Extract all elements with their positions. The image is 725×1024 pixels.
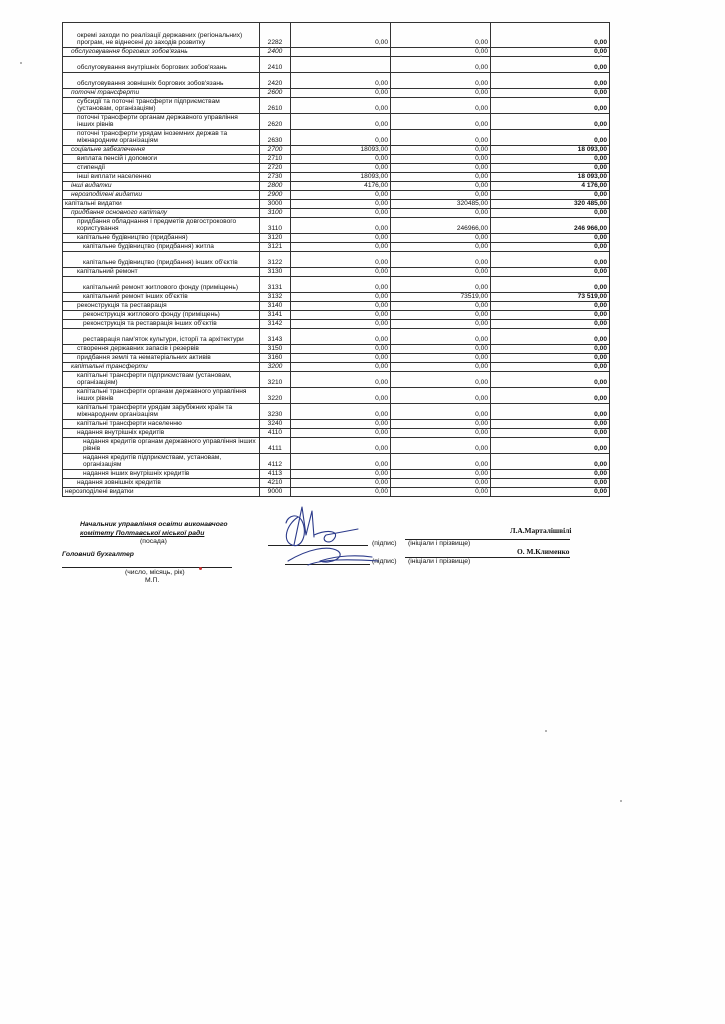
row-value-3: 0,00 [491,454,610,470]
row-name: капітальний ремонт [63,268,260,277]
row-value-2: 0,00 [391,209,491,218]
row-name: капітальне будівництво (придбання) інших об'єктів [63,252,260,268]
row-code: 2410 [260,57,291,73]
row-value-3: 18 093,00 [491,146,610,155]
row-name: створення державних запасів і резервів [63,345,260,354]
row-name: капітальні трансферти урядам зарубіжних країн та міжнародним організаціям [63,404,260,420]
head-signature-stroke [314,529,358,542]
table-row [63,345,610,354]
row-name: капітальний ремонт житлового фонду (приміщень) [63,277,260,293]
table-row [63,209,610,218]
row-code: 3140 [260,302,291,311]
table-row [63,302,610,311]
row-code: 2710 [260,155,291,164]
row-name: субсидії та поточні трансферти підприємствам (установам, організаціям) [63,98,260,114]
row-name: надання зовнішніх кредитів [63,479,260,488]
row-name: надання кредитів органам державного управління інших рівнів [63,438,260,454]
head-title-line1: Начальник управління освіти виконавчого [80,521,228,528]
row-value-1: 18093,00 [291,173,391,182]
row-value-3: 0,00 [491,234,610,243]
row-value-1: 0,00 [291,345,391,354]
row-value-1: 0,00 [291,277,391,293]
row-value-3: 0,00 [491,89,610,98]
row-value-3: 0,00 [491,488,610,497]
row-name: окремі заходи по реалізації державних (регіональних) програм, не віднесені до заходів розвитку [63,23,260,48]
row-code: 3120 [260,234,291,243]
row-value-3: 0,00 [491,209,610,218]
row-name: поточні трансферти органам державного управління інших рівнів [63,114,260,130]
row-code: 2610 [260,98,291,114]
accountant-name-line [405,557,570,558]
row-value-3: 0,00 [491,130,610,146]
row-code: 2282 [260,23,291,48]
row-value-3: 0,00 [491,155,610,164]
table-row [63,234,610,243]
row-code: 4113 [260,470,291,479]
row-value-3: 0,00 [491,48,610,57]
row-value-3: 0,00 [491,268,610,277]
row-code: 3110 [260,218,291,234]
row-name: реставрація пам'яток культури, історії та архітектури [63,329,260,345]
head-signature-caption: (підпис) [372,540,397,547]
row-value-2: 0,00 [391,57,491,73]
row-value-1: 4176,00 [291,182,391,191]
row-name: інші видатки [63,182,260,191]
row-value-1: 0,00 [291,354,391,363]
row-value-3: 0,00 [491,372,610,388]
row-code: 3220 [260,388,291,404]
table-row [63,438,610,454]
row-code: 2800 [260,182,291,191]
scan-speck [20,62,22,64]
row-value-1: 0,00 [291,218,391,234]
row-code: 9000 [260,488,291,497]
table-row [63,268,610,277]
table-row [63,320,610,329]
table-row [63,48,610,57]
row-value-1: 0,00 [291,191,391,200]
row-value-2: 0,00 [391,234,491,243]
row-code: 2400 [260,48,291,57]
row-value-2: 0,00 [391,73,491,89]
row-name: обслуговування боргових зобов'язань [63,48,260,57]
row-value-2: 0,00 [391,98,491,114]
row-value-1: 0,00 [291,363,391,372]
row-code: 3122 [260,252,291,268]
row-value-3: 0,00 [491,243,610,252]
row-value-3: 0,00 [491,438,610,454]
row-value-2: 0,00 [391,243,491,252]
table-row [63,23,610,48]
row-value-2: 0,00 [391,130,491,146]
row-value-3: 0,00 [491,98,610,114]
table-row [63,98,610,114]
row-code: 2730 [260,173,291,182]
row-value-1: 0,00 [291,488,391,497]
row-code: 2900 [260,191,291,200]
row-name: нерозподілені видатки [63,191,260,200]
row-value-1: 0,00 [291,293,391,302]
row-value-3: 0,00 [491,479,610,488]
table-row [63,488,610,497]
expenditure-table [62,22,610,497]
row-code: 3150 [260,345,291,354]
table-row [63,454,610,470]
table-row [63,114,610,130]
row-name: придбання обладнання і предметів довгострокового користування [63,218,260,234]
row-name: стипендії [63,164,260,173]
date-line [62,567,232,568]
row-value-2: 0,00 [391,191,491,200]
row-code: 3210 [260,372,291,388]
row-value-2: 0,00 [391,311,491,320]
table-row [63,293,610,302]
row-value-3: 0,00 [491,302,610,311]
head-name-line [405,539,570,540]
row-code: 3230 [260,404,291,420]
table-row [63,218,610,234]
row-value-3: 0,00 [491,404,610,420]
row-value-3: 0,00 [491,345,610,354]
row-value-1: 0,00 [291,200,391,209]
row-value-1: 0,00 [291,479,391,488]
row-value-1: 0,00 [291,73,391,89]
row-code: 2420 [260,73,291,89]
row-value-3: 0,00 [491,252,610,268]
row-value-1: 0,00 [291,388,391,404]
row-code: 2600 [260,89,291,98]
row-value-3: 0,00 [491,191,610,200]
row-value-3: 0,00 [491,363,610,372]
row-value-3: 0,00 [491,320,610,329]
accountant-signature-stroke [308,560,378,565]
row-name: реконструкція житлового фонду (приміщень) [63,311,260,320]
row-name: обслуговування внутрішніх боргових зобов'язань [63,57,260,73]
scan-speck [620,800,622,802]
row-code: 2620 [260,114,291,130]
row-name: поточні трансферти урядам іноземних держав та міжнародним організаціям [63,130,260,146]
table-row [63,372,610,388]
table-row [63,191,610,200]
row-code: 3000 [260,200,291,209]
row-name: надання кредитів підприємствам, установам, організаціям [63,454,260,470]
row-name: капітальні трансферти підприємствам (установам, організаціям) [63,372,260,388]
row-value-1: 0,00 [291,404,391,420]
table-row [63,243,610,252]
row-value-1: 18093,00 [291,146,391,155]
row-value-2: 0,00 [391,354,491,363]
stamp-mark [199,567,202,570]
row-value-2: 0,00 [391,155,491,164]
row-value-3: 4 176,00 [491,182,610,191]
row-name: надання інших внутрішніх кредитів [63,470,260,479]
row-value-2: 0,00 [391,470,491,479]
row-code: 4210 [260,479,291,488]
row-code: 4111 [260,438,291,454]
row-code: 3100 [260,209,291,218]
table-row [63,146,610,155]
row-name: капітальне будівництво (придбання) житла [63,243,260,252]
row-name: виплата пенсій і допомоги [63,155,260,164]
row-value-3: 0,00 [491,277,610,293]
row-value-2: 0,00 [391,372,491,388]
row-value-3: 320 485,00 [491,200,610,209]
table-row [63,182,610,191]
row-value-2: 0,00 [391,420,491,429]
position-caption: (посада) [140,538,167,545]
table-row [63,470,610,479]
row-name: капітальні трансферти органам державного управління інших рівнів [63,388,260,404]
row-value-2: 0,00 [391,329,491,345]
row-value-2: 0,00 [391,48,491,57]
row-value-1: 0,00 [291,454,391,470]
row-value-2: 0,00 [391,488,491,497]
row-value-2: 0,00 [391,114,491,130]
table-row [63,130,610,146]
row-value-2: 0,00 [391,479,491,488]
row-value-1: 0,00 [291,164,391,173]
row-value-3: 73 519,00 [491,293,610,302]
row-code: 3141 [260,311,291,320]
row-name: реконструкція та реставрація [63,302,260,311]
table-row [63,479,610,488]
row-name: реконструкція та реставрація інших об'єктів [63,320,260,329]
table-row [63,329,610,345]
table-row [63,277,610,293]
row-value-1: 0,00 [291,155,391,164]
row-value-2: 0,00 [391,182,491,191]
table-row [63,354,610,363]
row-value-2: 0,00 [391,454,491,470]
row-value-2: 73519,00 [391,293,491,302]
table-row [63,363,610,372]
row-value-1 [291,57,391,73]
row-value-2: 0,00 [391,345,491,354]
row-name: капітальні трансферти [63,363,260,372]
row-value-1: 0,00 [291,372,391,388]
table-row [63,73,610,89]
row-name: обслуговування зовнішніх боргових зобов'язань [63,73,260,89]
row-value-1: 0,00 [291,130,391,146]
table-row [63,89,610,98]
row-value-1: 0,00 [291,98,391,114]
table-row [63,155,610,164]
row-name: надання внутрішніх кредитів [63,429,260,438]
row-value-2: 246966,00 [391,218,491,234]
table-row [63,173,610,182]
row-code: 3131 [260,277,291,293]
row-code: 3143 [260,329,291,345]
row-value-1: 0,00 [291,320,391,329]
row-code: 3130 [260,268,291,277]
row-name: інші виплати населенню [63,173,260,182]
row-value-3: 0,00 [491,470,610,479]
row-value-1: 0,00 [291,302,391,311]
table-row [63,420,610,429]
row-name: поточні трансферти [63,89,260,98]
accountant-name: О. М.Клименко [517,547,570,556]
row-value-1: 0,00 [291,470,391,479]
accountant-initials-caption: (ініціали і прізвище) [408,558,471,565]
row-value-2: 0,00 [391,173,491,182]
row-code: 3200 [260,363,291,372]
row-value-2: 0,00 [391,23,491,48]
row-value-1: 0,00 [291,209,391,218]
date-caption: (число, місяць, рік) [125,569,185,576]
row-code: 4110 [260,429,291,438]
row-value-3: 0,00 [491,329,610,345]
row-value-1 [291,48,391,57]
scan-speck [600,55,602,57]
row-name: придбання землі та нематеріальних активів [63,354,260,363]
row-value-1: 0,00 [291,438,391,454]
row-value-2: 0,00 [391,388,491,404]
row-value-2: 0,00 [391,302,491,311]
head-title-line2: комітету Полтавської міської ради [80,530,205,537]
row-value-3: 18 093,00 [491,173,610,182]
row-value-1: 0,00 [291,243,391,252]
row-code: 3132 [260,293,291,302]
row-value-3: 0,00 [491,114,610,130]
table-row [63,404,610,420]
row-code: 2630 [260,130,291,146]
handwritten-signatures [268,505,388,575]
row-code: 3142 [260,320,291,329]
scan-speck [545,730,547,732]
table-row [63,252,610,268]
table-body [63,23,610,497]
row-code: 3121 [260,243,291,252]
accountant-signature-caption: (підпис) [372,558,397,565]
row-value-1: 0,00 [291,311,391,320]
row-value-1: 0,00 [291,329,391,345]
table-row [63,164,610,173]
row-name: придбання основного капіталу [63,209,260,218]
row-value-1: 0,00 [291,252,391,268]
accountant-title: Головний бухгалтер [62,551,134,558]
row-name: капітальні трансферти населенню [63,420,260,429]
head-name: Л.А.Марталішвілі [510,526,572,535]
table-row [63,388,610,404]
row-value-2: 0,00 [391,164,491,173]
table-row [63,429,610,438]
table-row [63,311,610,320]
head-initials-caption: (ініціали і прізвище) [408,540,471,547]
row-code: 4112 [260,454,291,470]
row-value-1: 0,00 [291,89,391,98]
row-value-2: 0,00 [391,277,491,293]
row-value-3: 0,00 [491,73,610,89]
row-value-2: 320485,00 [391,200,491,209]
row-value-1: 0,00 [291,429,391,438]
row-value-1: 0,00 [291,268,391,277]
row-value-1: 0,00 [291,234,391,243]
row-value-3: 0,00 [491,354,610,363]
row-value-3: 0,00 [491,420,610,429]
row-value-2: 0,00 [391,89,491,98]
table-row [63,57,610,73]
row-value-3: 246 966,00 [491,218,610,234]
row-value-1: 0,00 [291,23,391,48]
row-value-3: 0,00 [491,388,610,404]
row-code: 2700 [260,146,291,155]
row-value-2: 0,00 [391,146,491,155]
row-name: капітальне будівництво (придбання) [63,234,260,243]
row-code: 2720 [260,164,291,173]
row-value-2: 0,00 [391,429,491,438]
row-code: 3240 [260,420,291,429]
row-value-2: 0,00 [391,320,491,329]
table-row [63,200,610,209]
row-name: капітальний ремонт інших об'єктів [63,293,260,302]
stamp-caption: М.П. [145,577,160,584]
row-value-2: 0,00 [391,404,491,420]
row-value-3: 0,00 [491,311,610,320]
row-value-3: 0,00 [491,429,610,438]
row-name: нерозподілені видатки [63,488,260,497]
row-name: капітальні видатки [63,200,260,209]
row-value-3: 0,00 [491,23,610,48]
row-value-1: 0,00 [291,420,391,429]
row-value-3: 0,00 [491,57,610,73]
row-value-2: 0,00 [391,268,491,277]
row-code: 3160 [260,354,291,363]
row-value-2: 0,00 [391,438,491,454]
row-value-3: 0,00 [491,164,610,173]
row-value-1: 0,00 [291,114,391,130]
row-value-2: 0,00 [391,252,491,268]
row-value-2: 0,00 [391,363,491,372]
row-name: соціальне забезпечення [63,146,260,155]
